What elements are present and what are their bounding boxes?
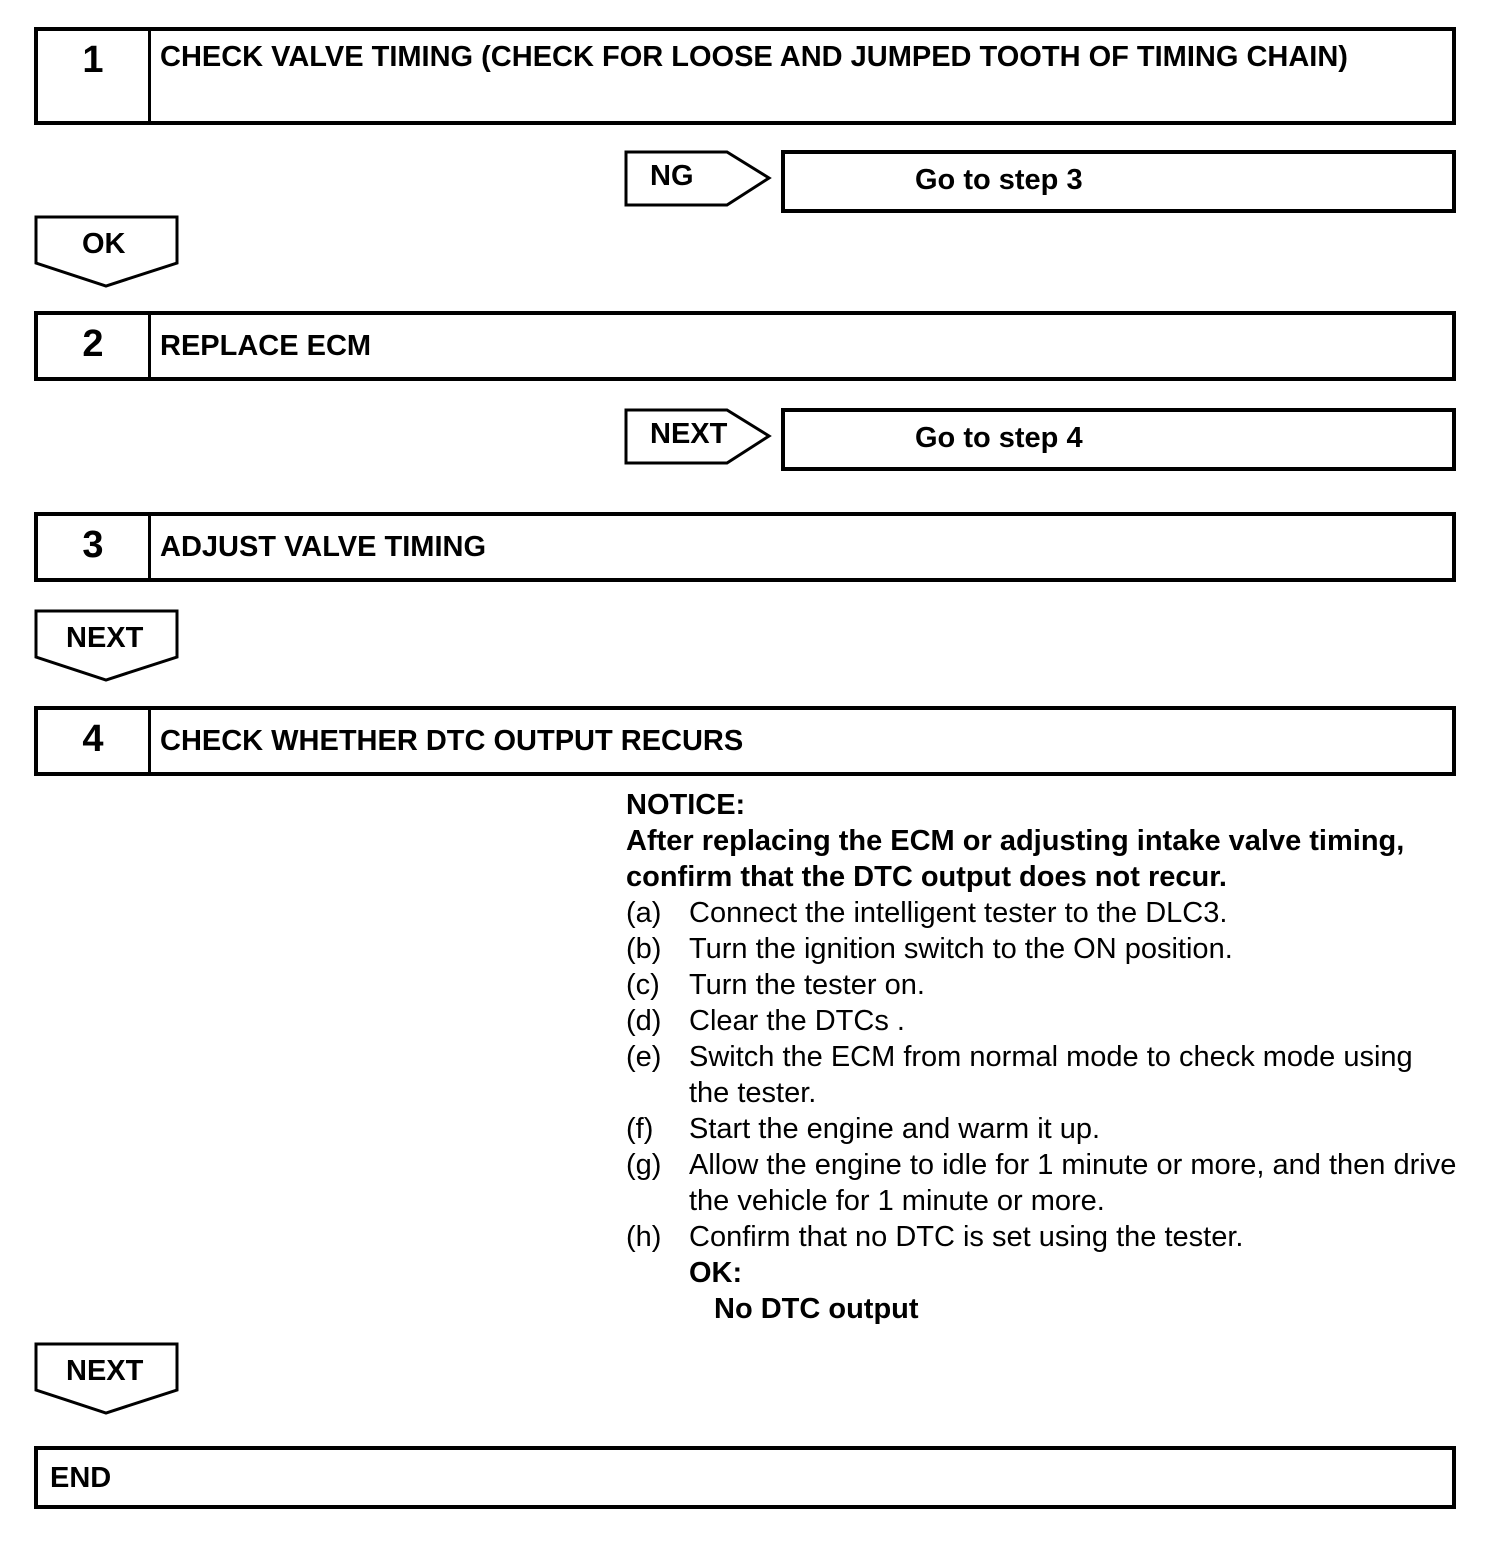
goto-step-4-box <box>781 408 1456 471</box>
next-label: NEXT <box>650 418 728 450</box>
ok-label: OK <box>82 228 126 260</box>
item-label: (a) <box>626 897 662 929</box>
end-label: END <box>50 1462 112 1494</box>
step-title: REPLACE ECM <box>160 330 372 362</box>
next-down-label-final: NEXT <box>66 1355 144 1387</box>
procedure-item <box>626 1003 1466 1039</box>
procedure-item <box>626 1111 1466 1147</box>
step-4-box <box>34 706 1456 776</box>
next-down-label: NEXT <box>66 622 144 654</box>
item-label: (g) <box>626 1149 662 1181</box>
procedure-item <box>626 1039 1459 1111</box>
goto-step-4-text: Go to step 4 <box>915 422 1083 454</box>
goto-step-3-box <box>781 150 1456 213</box>
step-number: 3 <box>38 516 151 578</box>
ng-arrow-tag <box>624 150 774 208</box>
item-label: (d) <box>626 1005 662 1037</box>
ng-label: NG <box>650 160 694 192</box>
item-label: (b) <box>626 933 662 965</box>
procedure-item <box>626 1219 1466 1255</box>
step-title: CHECK VALVE TIMING (CHECK FOR LOOSE AND JUMPED TOOTH OF TIMING CHAIN) <box>160 41 1348 73</box>
procedure-item <box>626 895 1466 931</box>
ok-criteria-value: No DTC output <box>714 1293 919 1325</box>
procedure-item <box>626 931 1466 967</box>
goto-step-3-text: Go to step 3 <box>915 164 1083 196</box>
item-label: (f) <box>626 1113 654 1145</box>
step-2-box <box>34 311 1456 381</box>
notice-block <box>626 787 1466 1327</box>
step-title: ADJUST VALVE TIMING <box>160 531 486 563</box>
item-text: Clear the DTCs . <box>689 1005 905 1037</box>
step-number: 1 <box>38 31 151 121</box>
item-label: (h) <box>626 1221 662 1253</box>
ok-criteria-label: OK: <box>689 1257 743 1289</box>
step-number: 2 <box>38 315 151 377</box>
item-text: Confirm that no DTC is set using the tester. <box>689 1221 1244 1253</box>
item-label: (c) <box>626 969 660 1001</box>
item-text: Allow the engine to idle for 1 minute or more, and then drive the vehicle for 1 minute or more. <box>689 1149 1457 1217</box>
procedure-item <box>626 1147 1459 1219</box>
notice-heading: NOTICE: <box>626 789 746 821</box>
item-text: Turn the ignition switch to the ON position. <box>689 933 1233 965</box>
item-text: Connect the intelligent tester to the DLC3. <box>689 897 1228 929</box>
item-text: Turn the tester on. <box>689 969 925 1001</box>
notice-line-1: After replacing the ECM or adjusting intake valve timing, <box>626 825 1405 857</box>
end-box <box>34 1446 1456 1509</box>
step-1-box <box>34 27 1456 125</box>
step-3-box <box>34 512 1456 582</box>
step-title: CHECK WHETHER DTC OUTPUT RECURS <box>160 725 744 757</box>
step-number: 4 <box>38 710 151 772</box>
procedure-item <box>626 967 1466 1003</box>
item-text: Start the engine and warm it up. <box>689 1113 1101 1145</box>
item-label: (e) <box>626 1041 662 1073</box>
item-text: Switch the ECM from normal mode to check mode using the tester. <box>689 1041 1413 1109</box>
notice-line-2: confirm that the DTC output does not recur. <box>626 861 1227 893</box>
